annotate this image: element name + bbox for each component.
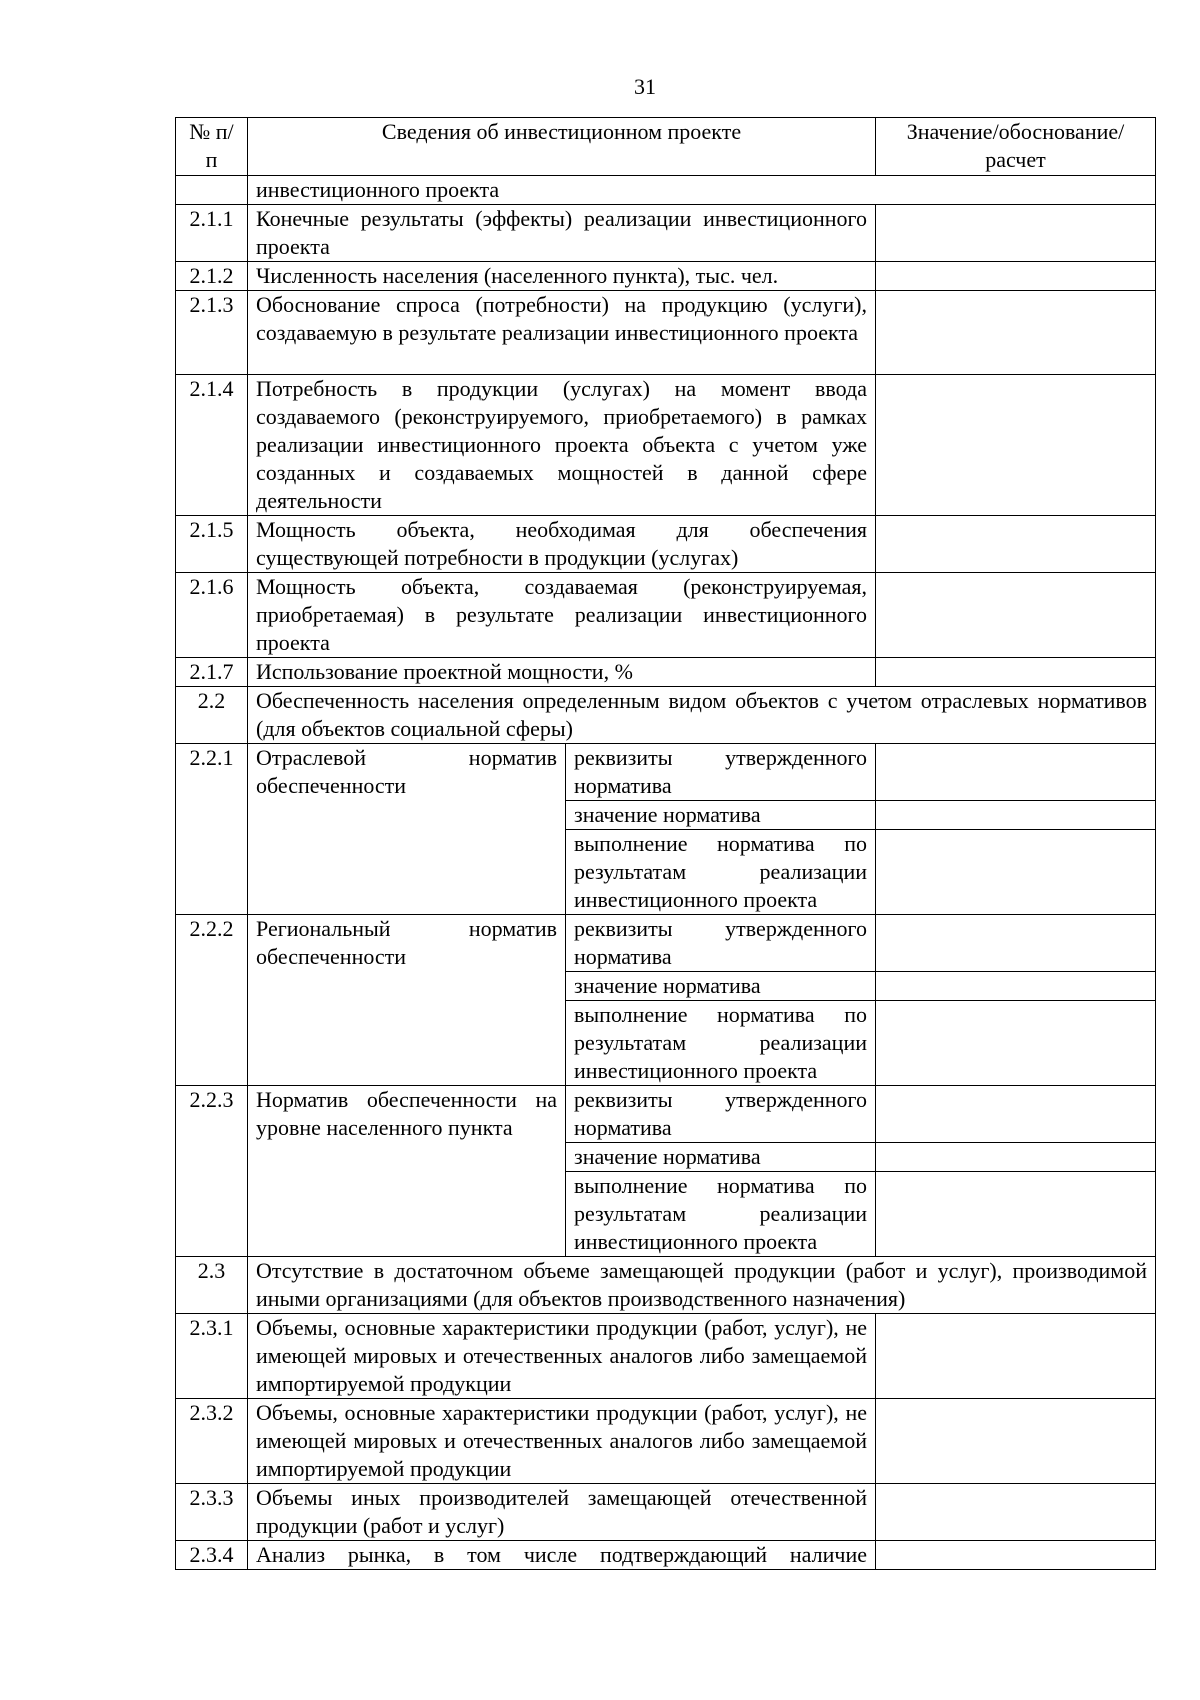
row-text: Обеспеченность населения определенным видом объектов с учетом отраслевых нормативов (для объектов социальной сферы) — [248, 687, 1156, 744]
value-cell — [876, 516, 1156, 573]
table-row — [176, 1484, 1156, 1541]
row-num: 2.1.3 — [176, 291, 248, 375]
norm-label: Норматив обеспеченности на уровне населенного пункта — [248, 1086, 566, 1257]
value-cell — [876, 1001, 1156, 1086]
table-row — [176, 262, 1156, 291]
header-value: Значение/обоснование/ расчет — [876, 118, 1156, 176]
table-row — [176, 1086, 1156, 1143]
norm-fulfillment: выполнение норматива по результатам реализации инвестиционного проекта — [566, 830, 876, 915]
row-num: 2.2 — [176, 687, 248, 744]
table-row — [176, 687, 1156, 744]
row-num: 2.3.2 — [176, 1399, 248, 1484]
row-text: Конечные результаты (эффекты) реализации инвестиционного проекта — [248, 205, 876, 262]
row-num — [176, 176, 248, 205]
row-text: Объемы, основные характеристики продукции (работ, услуг), не имеющей мировых и отечественных аналогов либо замещаемой импортируемой продукции — [248, 1314, 876, 1399]
table-row — [176, 1314, 1156, 1399]
value-cell — [876, 573, 1156, 658]
norm-requisites: реквизиты утвержденного норматива — [566, 915, 876, 972]
row-num: 2.3.4 — [176, 1541, 248, 1570]
value-cell — [876, 972, 1156, 1001]
table-row — [176, 291, 1156, 375]
table-row — [176, 205, 1156, 262]
value-cell — [876, 262, 1156, 291]
row-num: 2.1.1 — [176, 205, 248, 262]
norm-fulfillment: выполнение норматива по результатам реализации инвестиционного проекта — [566, 1001, 876, 1086]
row-text: Обоснование спроса (потребности) на продукцию (услуги), создаваемую в результате реализации инвестиционного проекта — [248, 291, 876, 375]
table-row — [176, 915, 1156, 972]
row-text: Численность населения (населенного пункта), тыс. чел. — [248, 262, 876, 291]
value-cell — [876, 658, 1156, 687]
header-info: Сведения об инвестиционном проекте — [248, 118, 876, 176]
table-row — [176, 1541, 1156, 1570]
table-row — [176, 1257, 1156, 1314]
value-cell — [876, 801, 1156, 830]
value-cell — [876, 375, 1156, 516]
norm-value: значение норматива — [566, 801, 876, 830]
row-text: Мощность объекта, необходимая для обеспечения существующей потребности в продукции (услугах) — [248, 516, 876, 573]
table-row — [176, 176, 1156, 205]
value-cell — [876, 915, 1156, 972]
value-cell — [876, 1314, 1156, 1399]
norm-value: значение норматива — [566, 1143, 876, 1172]
table-row — [176, 573, 1156, 658]
row-num: 2.1.4 — [176, 375, 248, 516]
row-text: инвестиционного проекта — [248, 176, 1156, 205]
row-num: 2.3.1 — [176, 1314, 248, 1399]
row-num: 2.3.3 — [176, 1484, 248, 1541]
row-text: Объемы, основные характеристики продукции (работ, услуг), не имеющей мировых и отечественных аналогов либо замещаемой импортируемой продукции — [248, 1399, 876, 1484]
table-row — [176, 658, 1156, 687]
row-text: Мощность объекта, создаваемая (реконструируемая, приобретаемая) в результате реализации инвестиционного проекта — [248, 573, 876, 658]
norm-label: Региональный норматив обеспеченности — [248, 915, 566, 1086]
row-num: 2.1.6 — [176, 573, 248, 658]
value-cell — [876, 1086, 1156, 1143]
value-cell — [876, 744, 1156, 801]
row-text: Использование проектной мощности, % — [248, 658, 876, 687]
table-row — [176, 1399, 1156, 1484]
value-cell — [876, 830, 1156, 915]
value-cell — [876, 1143, 1156, 1172]
table-row — [176, 516, 1156, 573]
value-cell — [876, 1172, 1156, 1257]
norm-requisites: реквизиты утвержденного норматива — [566, 1086, 876, 1143]
row-num: 2.1.7 — [176, 658, 248, 687]
row-text: Потребность в продукции (услугах) на момент ввода создаваемого (реконструируемого, приобретаемого) в рамках реализации инвестиционного проекта объекта с учетом уже созданных и создаваемых мощностей в данной сфере деятельности — [248, 375, 876, 516]
value-cell — [876, 205, 1156, 262]
value-cell — [876, 1399, 1156, 1484]
page-number: 31 — [634, 74, 656, 99]
row-num: 2.2.2 — [176, 915, 248, 1086]
header-num: № п/п — [176, 118, 248, 176]
row-text: Анализ рынка, в том числе подтверждающий наличие — [248, 1541, 876, 1570]
value-cell — [876, 291, 1156, 375]
value-cell — [876, 1484, 1156, 1541]
norm-value: значение норматива — [566, 972, 876, 1001]
investment-project-table — [175, 117, 1156, 1570]
row-num: 2.1.5 — [176, 516, 248, 573]
value-cell — [876, 1541, 1156, 1570]
row-num: 2.1.2 — [176, 262, 248, 291]
norm-label: Отраслевой норматив обеспеченности — [248, 744, 566, 915]
norm-requisites: реквизиты утвержденного норматива — [566, 744, 876, 801]
row-num: 2.2.1 — [176, 744, 248, 915]
row-num: 2.3 — [176, 1257, 248, 1314]
row-text: Объемы иных производителей замещающей отечественной продукции (работ и услуг) — [248, 1484, 876, 1541]
norm-fulfillment: выполнение норматива по результатам реализации инвестиционного проекта — [566, 1172, 876, 1257]
table-header-row — [176, 118, 1156, 176]
table-row — [176, 744, 1156, 801]
row-num: 2.2.3 — [176, 1086, 248, 1257]
table-row — [176, 375, 1156, 516]
row-text: Отсутствие в достаточном объеме замещающей продукции (работ и услуг), производимой иными организациями (для объектов производственного назначения) — [248, 1257, 1156, 1314]
